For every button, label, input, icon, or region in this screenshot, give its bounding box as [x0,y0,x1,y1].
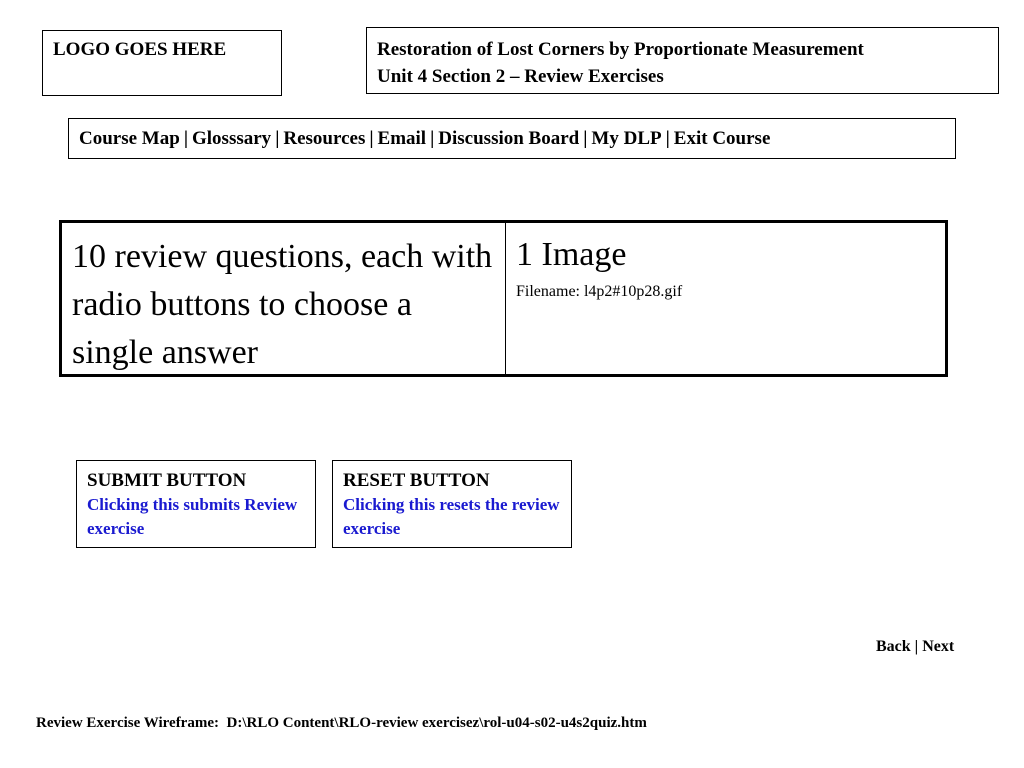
logo-text: LOGO GOES HERE [53,39,227,60]
submit-button[interactable] [76,460,316,548]
image-filename: Filename: l4p2#10p28.gif [516,283,683,300]
nav-separator: | [369,128,374,149]
reset-button-description: Clicking this resets the review exercise [343,495,560,538]
nav-course-map[interactable]: Course Map [79,128,180,149]
section-title: Unit 4 Section 2 – Review Exercises [377,66,664,87]
nav-resources[interactable]: Resources [283,128,366,149]
questions-cell [62,223,506,374]
nav-separator: | [665,128,670,149]
pager [876,638,954,656]
nav-glossary[interactable]: Glosssary [192,128,272,149]
course-title: Restoration of Lost Corners by Proportionate Measurement [377,39,864,60]
back-link[interactable]: Back [876,638,911,655]
submit-button-description: Clicking this submits Review exercise [87,495,298,538]
nav-discussion-board[interactable]: Discussion Board [438,128,580,149]
nav-separator: | [430,128,435,149]
course-title-box [366,27,999,94]
footer-file-path: Review Exercise Wireframe: D:\RLO Content\RLO-review exercisez\rol-u04-s02-u4s2quiz.htm [36,715,647,731]
image-cell [506,223,945,374]
nav-my-dlp[interactable]: My DLP [591,128,662,149]
nav-exit-course[interactable]: Exit Course [673,128,771,149]
nav-separator: | [583,128,588,149]
questions-description: 10 review questions, each with radio buttons to choose a single answer [72,238,493,371]
submit-button-label: SUBMIT BUTTON [87,470,247,491]
course-navigation [68,118,956,159]
image-title: 1 Image [516,236,627,273]
nav-email[interactable]: Email [377,128,427,149]
reset-button-label: RESET BUTTON [343,470,490,491]
logo-placeholder [42,30,282,96]
reset-button[interactable] [332,460,572,548]
nav-separator: | [183,128,188,149]
next-link[interactable]: Next [922,638,955,655]
pager-separator: | [914,638,919,655]
nav-separator: | [275,128,280,149]
content-table [59,220,948,377]
